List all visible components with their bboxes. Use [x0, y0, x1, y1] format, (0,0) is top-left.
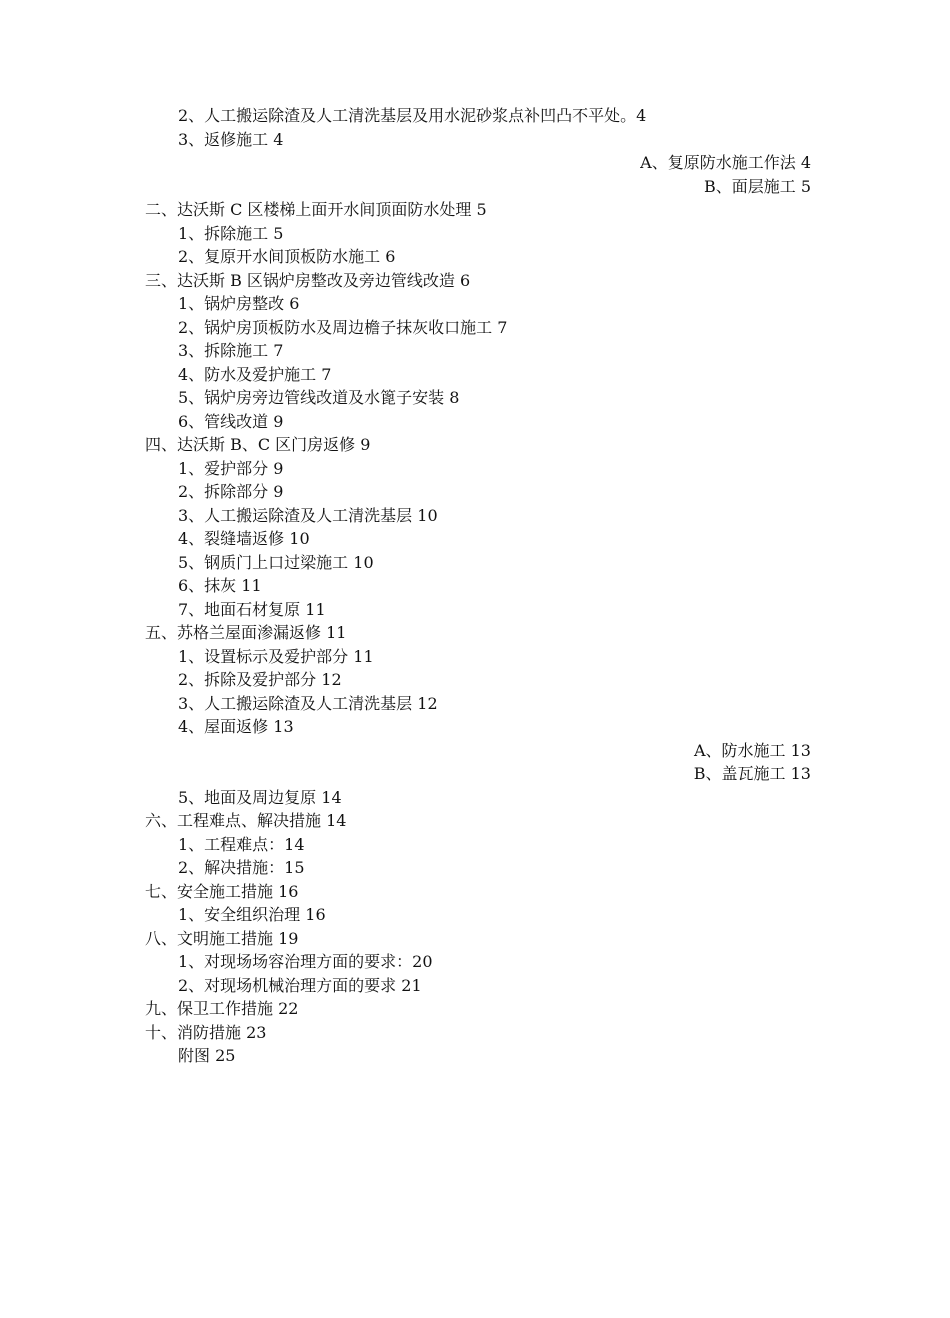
toc-entry-text: A、防水施工 13 — [693, 740, 811, 760]
toc-entry[interactable] — [0, 386, 950, 410]
toc-entry-text: 2、锅炉房顶板防水及周边檐子抹灰收口施工 7 — [178, 317, 508, 337]
toc-entry[interactable] — [0, 715, 950, 739]
toc-entry[interactable] — [0, 997, 950, 1021]
toc-entry-text: 七、安全施工措施 16 — [145, 881, 299, 901]
toc-entry-text: 四、达沃斯 B、C 区门房返修 9 — [145, 435, 371, 454]
toc-entry-text: 三、达沃斯 B 区锅炉房整改及旁边管线改造 6 — [145, 270, 471, 290]
toc-entry[interactable] — [0, 621, 950, 645]
toc-entry[interactable] — [0, 880, 950, 904]
toc-entry[interactable] — [0, 974, 950, 998]
toc-entry[interactable] — [0, 762, 950, 786]
toc-entry-text: 4、防水及爱护施工 7 — [178, 364, 332, 384]
toc-entry[interactable] — [0, 668, 950, 692]
toc-entry-text: 7、地面石材复原 11 — [178, 599, 326, 619]
toc-entry-text: 十、消防措施 23 — [145, 1022, 267, 1042]
toc-entry[interactable] — [0, 739, 950, 763]
toc-entry[interactable] — [0, 245, 950, 269]
toc-entry[interactable] — [0, 363, 950, 387]
toc-list — [0, 104, 950, 1068]
toc-entry-text: 2、拆除部分 9 — [178, 482, 284, 501]
toc-entry-text: 1、工程难点：14 — [178, 834, 305, 854]
toc-entry-text: 六、工程难点、解决措施 14 — [145, 811, 347, 830]
toc-entry-text: A、复原防水施工作法 4 — [640, 153, 811, 172]
toc-entry[interactable] — [0, 128, 950, 152]
toc-entry-text: 2、复原开水间顶板防水施工 6 — [178, 247, 396, 266]
toc-entry[interactable] — [0, 316, 950, 340]
toc-entry-text: 3、人工搬运除渣及人工清洗基层 12 — [178, 693, 438, 713]
toc-entry-text: 2、拆除及爱护部分 12 — [178, 670, 342, 689]
toc-entry-text: 1、安全组织治理 16 — [178, 905, 326, 924]
toc-entry[interactable] — [0, 104, 950, 128]
toc-entry-text: 1、设置标示及爱护部分 11 — [178, 646, 374, 666]
toc-entry[interactable] — [0, 292, 950, 316]
toc-entry-text: 5、钢质门上口过梁施工 10 — [178, 552, 374, 572]
toc-entry[interactable] — [0, 927, 950, 951]
toc-entry-text: 八、文明施工措施 19 — [145, 928, 299, 948]
toc-entry-text: 4、裂缝墙返修 10 — [178, 529, 310, 548]
toc-entry[interactable] — [0, 645, 950, 669]
toc-entry-text: 1、爱护部分 9 — [178, 458, 284, 478]
toc-entry-text: 附图 25 — [178, 1046, 236, 1065]
toc-entry[interactable] — [0, 786, 950, 810]
toc-entry[interactable] — [0, 339, 950, 363]
toc-entry[interactable] — [0, 809, 950, 833]
toc-entry[interactable] — [0, 480, 950, 504]
toc-entry[interactable] — [0, 269, 950, 293]
toc-entry[interactable] — [0, 1044, 950, 1068]
toc-entry-text: 6、管线改道 9 — [178, 411, 284, 431]
toc-entry-text: B、面层施工 5 — [703, 176, 811, 196]
toc-entry[interactable] — [0, 222, 950, 246]
toc-entry-text: 2、人工搬运除渣及人工清洗基层及用水泥砂浆点补凹凸不平处。4 — [178, 106, 647, 125]
toc-entry-text: 1、锅炉房整改 6 — [178, 294, 300, 313]
toc-entry-text: 3、拆除施工 7 — [178, 341, 284, 360]
toc-entry-text: 1、拆除施工 5 — [178, 223, 284, 243]
toc-entry-text: 2、对现场机械治理方面的要求 21 — [178, 975, 422, 995]
toc-entry[interactable] — [0, 151, 950, 175]
toc-entry[interactable] — [0, 433, 950, 457]
toc-entry-text: 二、达沃斯 C 区楼梯上面开水间顶面防水处理 5 — [145, 200, 487, 219]
toc-entry[interactable] — [0, 175, 950, 199]
toc-entry[interactable] — [0, 504, 950, 528]
toc-page — [0, 104, 950, 1068]
toc-entry[interactable] — [0, 833, 950, 857]
toc-entry[interactable] — [0, 410, 950, 434]
toc-entry[interactable] — [0, 692, 950, 716]
toc-entry-text: 5、地面及周边复原 14 — [178, 787, 342, 807]
toc-entry[interactable] — [0, 598, 950, 622]
toc-entry-text: 五、苏格兰屋面渗漏返修 11 — [145, 623, 347, 642]
toc-entry-text: 九、保卫工作措施 22 — [145, 999, 299, 1018]
toc-entry[interactable] — [0, 903, 950, 927]
toc-entry[interactable] — [0, 457, 950, 481]
toc-entry-text: 5、锅炉房旁边管线改道及水篦子安装 8 — [178, 388, 460, 407]
toc-entry[interactable] — [0, 1021, 950, 1045]
toc-entry-text: 3、人工搬运除渣及人工清洗基层 10 — [178, 505, 438, 525]
toc-entry[interactable] — [0, 950, 950, 974]
toc-entry-text: 3、返修施工 4 — [178, 129, 284, 149]
toc-entry[interactable] — [0, 551, 950, 575]
toc-entry-text: 2、解决措施：15 — [178, 858, 305, 877]
toc-entry[interactable] — [0, 856, 950, 880]
toc-entry[interactable] — [0, 198, 950, 222]
toc-entry[interactable] — [0, 527, 950, 551]
toc-entry-text: 6、抹灰 11 — [178, 576, 262, 595]
toc-entry-text: 4、屋面返修 13 — [178, 717, 294, 736]
toc-entry-text: 1、对现场场容治理方面的要求：20 — [178, 952, 433, 971]
toc-entry[interactable] — [0, 574, 950, 598]
toc-entry-text: B、盖瓦施工 13 — [693, 764, 811, 783]
